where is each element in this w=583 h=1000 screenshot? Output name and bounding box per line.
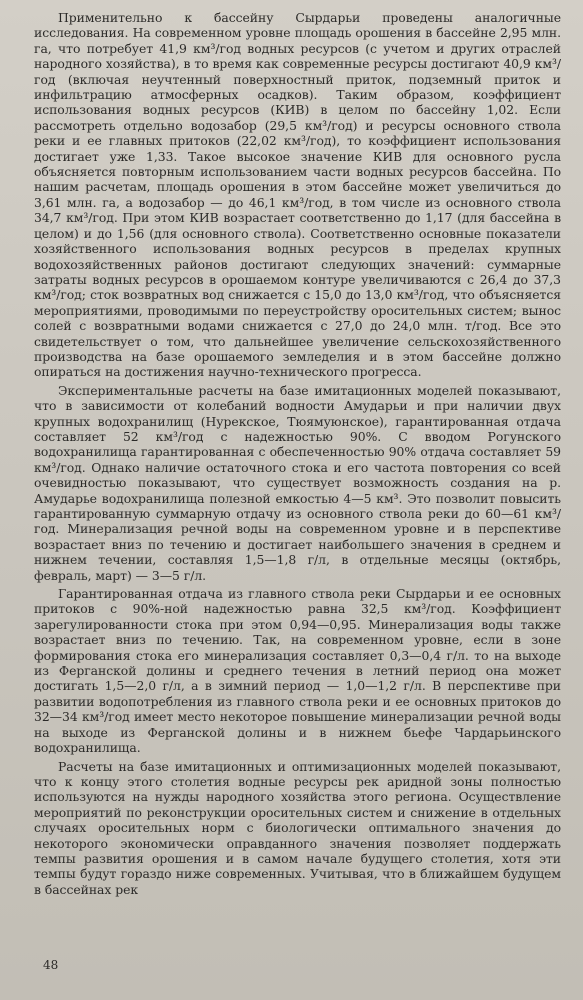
- paragraph-model-conclusions: Расчеты на базе имитационных и оптимизационных моделей показывают, что к концу этого столетия водные ресурсы рек аридной зоны полностью используются на нужды народного хозяйства этого региона. Осуществление мероприятий по реконструкции оросительных систем и снижение в отдельных случаях оросительных норм с биологически оптимального значения до некоторого экономически оправданного значения позволяет поддержать темпы развития орошения и в самом начале будущего столетия, хотя эти темпы будут гораздо ниже современных. Учитывая, что в ближайшем будущем в бассейнах рек: [34, 758, 561, 897]
- paragraph-syrdarya-guaranteed-yield: Гарантированная отдача из главного ствола реки Сырдарьи и ее основных притоков с 90%-ной надежностью равна 32,5 км³/год. Коэффициент зарегулированности стока при этом 0,94—0,95. Минерализация воды также возрастает вниз по течению. Так, на современном уровне, если в зоне формирования стока его минерализация составляет 0,3—0,4 г/л. то на выходе из Ферганской долины и среднего течения в летний период она может достигать 1,5—2,0 г/л, а в зимний период — 1,0—1,2 г/л. В перспективе при развитии водопотребления из главного ствола реки и ее основных притоков до 32—34 км³/год имеет место некоторое повышение минерализации речной воды на выходе из Ферганской долины и в нижнем бьефе Чардарьинского водохранилища.: [34, 586, 561, 756]
- page-number: 48: [43, 958, 59, 972]
- paragraph-amudarya-experiments: Экспериментальные расчеты на базе имитационных моделей показывают, что в зависимости от колебаний водности Амударьи и при наличии двух крупных водохранилищ (Нурекское, Тюямуюнское), гарантированная отдача составляет 52 км³/год с надежностью 90%. С вводом Рогунского водохранилища гарантированная с обеспеченностью 90% отдача составляет 59 км³/год. Однако наличие остаточного стока и его частота повторения со всей очевидностью показывают, что существует возможность создания на р. Амударье водохранилища полезной емкостью 4—5 км³. Это позволит повысить гарантированную суммарную отдачу из основного ствола реки до 60—61 км³/год. Минерализация речной воды на современном уровне и в перспективе возрастает вниз по течению и достигает наибольшего значения в среднем и нижнем течении, составляя 1,5—1,8 г/л, в отдельные месяцы (октябрь, февраль, март) — 3—5 г/л.: [34, 382, 561, 583]
- paragraph-syrdarya-analysis: Применительно к бассейну Сырдарьи проведены аналогичные исследования. На современном уровне площадь орошения в бассейне 2,95 млн. га, что потребует 41,9 км³/год водных ресурсов (с учетом и других отраслей народного хозяйства), в то время как современные ресурсы достигают 40,9 км³/год (включая неучтенный поверхностный приток, подземный приток и инфильтрацию атмосферных осадков). Таким образом, коэффициент использования водных ресурсов (КИВ) в целом по бассейну 1,02. Если рассмотреть отдельно водозабор (29,5 км³/год) и ресурсы основного ствола реки и ее главных притоков (22,02 км³/год), то коэффициент использования достигает уже 1,33. Такое высокое значение КИВ для основного русла объясняется повторным использованием части водных ресурсов бассейна. По нашим расчетам, площадь орошения в этом бассейне может увеличиться до 3,61 млн. га, а водозабор — до 46,1 км³/год, в том числе из основного ствола 34,7 км³/год. При этом КИВ возрастает соответственно до 1,17 (для бассейна в целом) и до 1,56 (для основного ствола). Соответственно основные показатели хозяйственного использования водных ресурсов в пределах крупных водохозяйственных районов достигают следующих значений: суммарные затраты водных ресурсов в орошаемом контуре увеличиваются с 26,4 до 37,3 км³/год; сток возвратных вод снижается с 15,0 до 13,0 км³/год, что объясняется мероприятиями, проводимыми по переустройству оросительных систем; вынос солей с возвратными водами снижается с 27,0 до 24,0 млн. т/год. Все это свидетельствует о том, что дальнейшее увеличение сельскохозяйственного производства на базе орошаемого земледелия и в этом бассейне должно опираться на достижения научно-технического прогресса.: [34, 10, 561, 380]
